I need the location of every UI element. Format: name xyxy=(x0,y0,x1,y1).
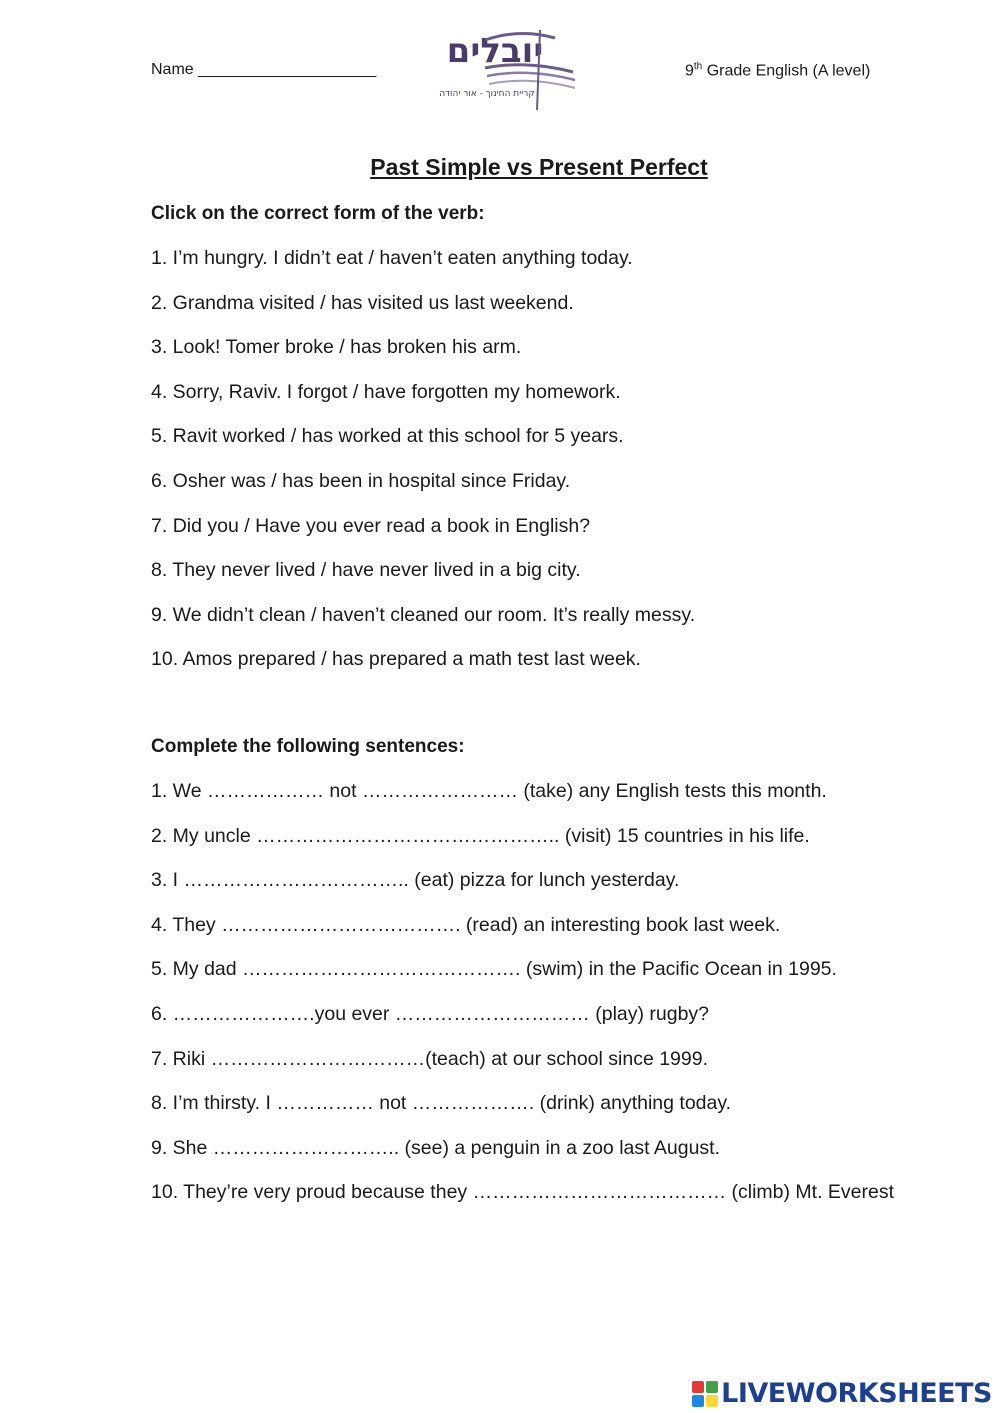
fill-in-sentence[interactable]: 4. They ………………………………. (read) an interesting book last week. xyxy=(151,913,781,936)
fill-in-sentence[interactable]: 6. ………………….you ever ………………………… (play) rugby? xyxy=(151,1003,710,1025)
past-simple-option[interactable]: didn’t eat xyxy=(283,247,364,269)
sentence-text: 5. Ravit xyxy=(151,425,223,448)
present-perfect-option[interactable]: have forgotten xyxy=(363,380,489,403)
option-separator: / xyxy=(315,648,333,671)
option-separator: / xyxy=(347,380,364,403)
sentence-text: 6. Osher xyxy=(151,470,232,492)
past-simple-option[interactable]: never lived xyxy=(221,559,316,582)
sentence-text: in hospital since Friday. xyxy=(362,470,571,492)
present-perfect-option[interactable]: haven’t cleaned xyxy=(321,603,459,626)
school-logo xyxy=(425,10,580,115)
present-perfect-option[interactable]: has broken xyxy=(350,336,447,359)
choice-sentence xyxy=(151,515,590,538)
sentence-text: ever read a book in English? xyxy=(337,514,591,537)
sentence-text: 9. We xyxy=(151,603,207,626)
past-simple-option[interactable]: prepared xyxy=(237,648,316,671)
option-separator: / xyxy=(238,514,256,537)
choice-sentence xyxy=(151,470,570,493)
sentence-text: my homework. xyxy=(488,380,621,403)
sentence-text: 2. Grandma xyxy=(151,291,260,314)
liveworksheets-logo-icon xyxy=(692,1381,718,1407)
sentence-text: 3. Look! Tomer xyxy=(151,336,286,359)
sentence-text: our room. It’s really messy. xyxy=(458,603,696,626)
worksheet-title: Past Simple vs Present Perfect xyxy=(370,154,708,180)
section1-heading: Click on the correct form of the verb: xyxy=(151,203,485,224)
sentence-text: 8. They xyxy=(151,559,222,582)
name-field-label: Name ____________________ xyxy=(151,61,377,78)
option-separator: / xyxy=(314,291,331,314)
option-separator: / xyxy=(315,559,332,582)
sentence-text: at this school for 5 years. xyxy=(401,425,624,448)
present-perfect-option[interactable]: has visited xyxy=(330,291,424,314)
option-separator: / xyxy=(333,336,351,359)
present-perfect-option[interactable]: has worked xyxy=(301,425,402,448)
choice-sentence xyxy=(151,604,695,627)
past-simple-option[interactable]: was xyxy=(231,470,266,492)
logo-subtext: קריית החינוך - אור יהודה xyxy=(439,89,535,99)
sentence-text: 7. xyxy=(151,514,173,537)
fill-in-sentence[interactable]: 3. I …………………………….. (eat) pizza for lunch yesterday. xyxy=(151,869,680,892)
logo-text: יובלים xyxy=(446,31,544,71)
sentence-text: anything today. xyxy=(496,247,633,269)
sentence-text: 1. I’m hungry. I xyxy=(151,247,284,269)
brand-text: LIVEWORKSHEETS xyxy=(721,1378,992,1409)
present-perfect-option[interactable]: has prepared xyxy=(332,648,447,671)
choice-sentence xyxy=(151,381,621,404)
sentence-text: a math test last week. xyxy=(446,648,641,671)
option-separator: / xyxy=(363,247,380,269)
choice-sentence xyxy=(151,336,521,359)
option-separator: / xyxy=(265,470,283,492)
fill-in-sentence[interactable]: 9. She ……………………….. (see) a penguin in a zoo last August. xyxy=(151,1136,721,1159)
choice-sentence xyxy=(151,559,581,582)
option-separator: / xyxy=(305,603,322,626)
section2-heading: Complete the following sentences: xyxy=(151,736,465,757)
fill-in-sentence[interactable]: 7. Riki ……………………………(teach) at our school since 1999. xyxy=(151,1047,709,1070)
past-simple-option[interactable]: Did you xyxy=(172,514,239,537)
present-perfect-option[interactable]: Have you xyxy=(255,514,338,537)
fill-in-sentence[interactable]: 2. My uncle ……………………………………….. (visit) 15 countries in his life. xyxy=(151,824,810,847)
past-simple-option[interactable]: didn’t clean xyxy=(207,603,306,626)
fill-in-sentence[interactable]: 10. They’re very proud because they ………………………………… (climb) Mt. Everest xyxy=(151,1181,895,1204)
fill-in-sentence[interactable]: 8. I’m thirsty. I …………… not ………………. (drink) anything today. xyxy=(151,1092,732,1115)
grade-label: 9th Grade English (A level) xyxy=(685,61,871,80)
present-perfect-option[interactable]: have never lived xyxy=(331,559,474,582)
liveworksheets-brand xyxy=(692,1378,992,1409)
sentence-text: in a big city. xyxy=(473,559,581,582)
past-simple-option[interactable]: broke xyxy=(285,336,334,359)
sentence-text: his arm. xyxy=(446,336,522,359)
choice-sentence xyxy=(151,648,641,671)
sentence-text: 4. Sorry, Raviv. I xyxy=(151,380,298,403)
present-perfect-option[interactable]: haven’t eaten xyxy=(379,247,497,269)
fill-in-sentence[interactable]: 1. We ……………… not …………………… (take) any English tests this month. xyxy=(151,780,827,802)
past-simple-option[interactable]: forgot xyxy=(297,380,348,403)
choice-sentence xyxy=(151,425,624,448)
past-simple-option[interactable]: worked xyxy=(222,425,286,448)
option-separator: / xyxy=(285,425,302,448)
present-perfect-option[interactable]: has been xyxy=(282,470,363,492)
choice-sentence xyxy=(151,247,633,270)
fill-in-sentence[interactable]: 5. My dad ……………………………………. (swim) in the Pacific Ocean in 1995. xyxy=(151,958,837,981)
sentence-text: us last weekend. xyxy=(423,291,574,314)
past-simple-option[interactable]: visited xyxy=(259,291,315,314)
choice-sentence xyxy=(151,292,574,315)
sentence-text: 10. Amos xyxy=(151,648,238,671)
